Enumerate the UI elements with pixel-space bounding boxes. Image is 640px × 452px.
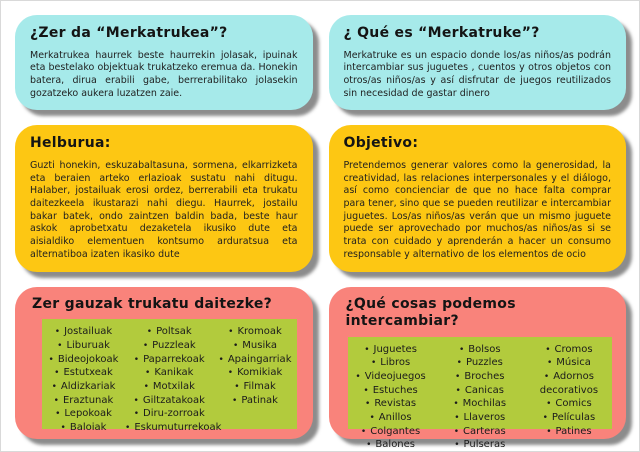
list-item (352, 411, 430, 425)
items-column-3 (216, 325, 295, 407)
bullet-icon: • (543, 372, 550, 382)
list-item (125, 339, 214, 353)
list-item-label: Películas (551, 412, 596, 424)
list-item-label: Broches (464, 371, 505, 382)
list-item-label: Mochilas (462, 398, 507, 410)
list-item-label: Apaingarriak (227, 353, 292, 365)
list-item-label: Libros (380, 357, 411, 369)
bullet-icon: • (143, 381, 149, 392)
list-item-label: Diru-zorroak (143, 408, 205, 420)
list-item (125, 366, 214, 380)
bullet-icon: • (458, 344, 465, 355)
list-item-label: Estutxeak (63, 367, 113, 379)
bullet-icon: • (228, 327, 234, 338)
bullet-icon: • (546, 426, 552, 437)
box-body-text: Pretendemos generar valores como la generosidad, la creatividad, las relaciones interpersonales y el diálogo, así como concienciar de que no hace falta comprar para tener, sino que se pueden reutilizar e intercambiar juguetes. Los/as niños/as verán que un mismo juguete puede ser aprovechado por muchos/as niños/as si se trata con cuidado y aprenderán a hacer un consumo responsable y alternativo de los elementos de ocio (343, 159, 611, 260)
list-item-label: Aldizkariak (60, 380, 116, 392)
bullet-icon: • (53, 395, 59, 406)
list-item (125, 353, 214, 367)
bullet-icon: • (455, 385, 461, 396)
list-item (352, 425, 430, 439)
column-spanish (329, 15, 627, 451)
box-body-text: Merkatruke es un espacio donde los/as niños/as podrán intercambiar sus juguetes , cuentos y otros objetos con otros/as niños/as y así disfrutar de juegos reutilizados sin necesidad de gastar dinero (343, 49, 611, 99)
items-panel-eu (42, 319, 297, 433)
list-item-label: Patines (555, 425, 592, 437)
list-item (125, 394, 214, 408)
list-item-label: Kromoak (237, 326, 282, 338)
list-item-label: Jostailuak (64, 326, 113, 338)
box-body-text: Merkatrukea haurrek beste haurrekin jolasak, ipuinak eta bestelako objektuak trukatzeko eremua da. Honekin batera, dirua erabili gabe, berrerabilitako jolasekin gozatzeko aukera luzatzen zaie. (30, 49, 298, 99)
list-item (46, 366, 121, 380)
list-item (218, 380, 293, 394)
items-column-3 (528, 343, 610, 439)
bullet-icon: • (133, 354, 140, 365)
list-item (434, 438, 526, 452)
list-item-label: Poltsak (156, 326, 192, 338)
list-item-label: Pulseras (463, 439, 506, 451)
list-item-label: Cromos (554, 343, 593, 355)
list-item (125, 380, 214, 394)
bullet-icon: • (454, 413, 460, 424)
items-column-1 (350, 343, 432, 452)
box-what-is-merkatrukea-eu (15, 15, 313, 110)
bullet-icon: • (360, 426, 367, 437)
column-basque (15, 15, 313, 439)
list-item (352, 384, 430, 398)
list-item-label: Giltzatakoak (142, 394, 205, 406)
list-item-label: Adornos decorativos (539, 371, 599, 396)
list-item (434, 397, 526, 411)
list-item-label: Balones (375, 439, 416, 451)
bullet-icon: • (142, 340, 149, 351)
bullet-icon: • (234, 381, 240, 392)
list-item-label: Patinak (241, 394, 278, 406)
box-objective-es (329, 125, 627, 271)
list-item-label: Bideojokoak (57, 353, 119, 365)
list-item-label: Baloiak (69, 421, 107, 433)
list-item-label: Colgantes (370, 425, 421, 437)
list-item (218, 339, 293, 353)
box-title: Zer gauzak trukatu daitezke? (32, 295, 273, 312)
list-item (352, 343, 430, 357)
bullet-icon: • (125, 422, 131, 433)
bullet-icon: • (454, 440, 460, 451)
bullet-icon: • (453, 426, 460, 437)
bullet-icon: • (455, 372, 461, 382)
list-item-label: Carteras (463, 425, 506, 437)
box-goal-eu (15, 125, 313, 271)
list-item-label: Juguetes (373, 343, 417, 355)
bullet-icon: • (133, 395, 139, 406)
bullet-icon: • (364, 344, 370, 355)
bullet-icon: • (365, 399, 371, 410)
list-item-label: Filmak (243, 380, 276, 392)
bullet-icon: • (57, 340, 63, 351)
list-item-label: Eskumuturrekoak (134, 421, 222, 433)
bullet-icon: • (542, 413, 548, 424)
box-exchange-items-eu (15, 287, 313, 439)
bullet-icon: • (370, 358, 377, 369)
list-item-label: Eraztunak (62, 394, 114, 406)
list-item-label: Motxilak (152, 380, 195, 392)
list-item-label: Paparrekoak (143, 353, 205, 365)
list-item-label: Kanikak (154, 367, 194, 379)
box-title: ¿ Qué es “Merkatruke”? (343, 25, 540, 41)
bullet-icon: • (453, 399, 459, 410)
list-item (352, 370, 430, 384)
items-column-1 (44, 325, 123, 435)
items-panel-es (348, 337, 613, 451)
list-item (434, 384, 526, 398)
list-item (530, 356, 608, 370)
bullet-icon: • (355, 372, 361, 382)
bullet-icon: • (232, 395, 238, 406)
list-item (46, 380, 121, 394)
list-item (530, 370, 608, 397)
list-item (46, 353, 121, 367)
list-item-label: Música (556, 357, 591, 369)
list-item-label: Komikiak (237, 367, 283, 379)
bullet-icon: • (54, 327, 61, 338)
list-item (218, 325, 293, 339)
list-item-label: Estuches (372, 384, 418, 396)
list-item-label: Lepokoak (64, 408, 112, 420)
list-item (46, 339, 121, 353)
list-item (125, 407, 214, 421)
list-item (434, 425, 526, 439)
box-body-text: Guzti honekin, eskuzabaltasuna, sormena, elkarrizketa eta beraien arteko erlazioak sustatu nahi ditugu. Halaber, jostailuak erosi ordez, berrerabili eta trukatu daitezkeela ikustarazi nahi diegu. Haurrek, jostailu bakar batek, ondo zaintzen baldin bada, beste haur askok aprobetxatu dezaketela ikusiko dute eta aisialdiko elementuen kontsumo arduratsua eta alternatiboa izaten ikasiko dute (30, 159, 298, 260)
bullet-icon: • (51, 381, 57, 392)
list-item-label: Puzzles (465, 357, 503, 369)
list-item-label: Bolsos (468, 343, 501, 355)
list-item-label: Revistas (374, 398, 417, 410)
bullet-icon: • (60, 422, 66, 433)
list-item-label: Anillos (378, 412, 412, 424)
bullet-icon: • (55, 409, 61, 420)
bullet-icon: • (456, 358, 462, 369)
list-item (530, 425, 608, 439)
list-item-label: Llaveros (463, 412, 506, 424)
bullet-icon: • (227, 368, 234, 379)
list-item-label: Liburuak (66, 339, 110, 351)
bullet-icon: • (546, 399, 552, 410)
box-title: ¿Zer da “Merkatrukea”? (30, 25, 228, 41)
list-item (352, 397, 430, 411)
bullet-icon: • (218, 354, 224, 365)
items-column-2 (432, 343, 528, 452)
bullet-icon: • (133, 409, 140, 420)
list-item (218, 353, 293, 367)
bullet-icon: • (145, 368, 151, 379)
list-item (218, 394, 293, 408)
bullet-icon: • (146, 327, 153, 338)
bullet-icon: • (232, 340, 239, 351)
bullet-icon: • (366, 440, 372, 451)
list-item-label: Comics (555, 398, 592, 410)
list-item (434, 370, 526, 384)
box-title: ¿Qué cosas podemos intercambiar? (345, 295, 516, 330)
list-item-label: Musika (242, 339, 277, 351)
box-what-is-merkatruke-es (329, 15, 627, 110)
bullet-icon: • (546, 358, 553, 369)
bullet-icon: • (363, 385, 369, 396)
bullet-icon: • (545, 344, 551, 355)
bullet-icon: • (54, 368, 60, 379)
list-item (46, 325, 121, 339)
box-title: Helburua: (30, 135, 111, 152)
box-exchange-items-es (329, 287, 627, 451)
list-item-label: Videojuegos (364, 371, 426, 382)
list-item (530, 397, 608, 411)
list-item-label: Canicas (464, 384, 504, 396)
list-item (434, 411, 526, 425)
list-item (46, 407, 121, 421)
list-item-label: Puzzleak (152, 339, 196, 351)
list-item (46, 421, 121, 435)
list-item (352, 356, 430, 370)
list-item (46, 394, 121, 408)
list-item (352, 438, 430, 452)
box-title: Objetivo: (343, 135, 419, 152)
list-item (125, 421, 222, 435)
list-item (218, 366, 293, 380)
list-item (434, 343, 526, 357)
bullet-icon: • (48, 354, 54, 365)
list-item (530, 411, 608, 425)
bullet-icon: • (369, 413, 375, 424)
list-item (125, 325, 214, 339)
items-column-2 (123, 325, 222, 435)
list-item (530, 343, 608, 357)
list-item (434, 356, 526, 370)
